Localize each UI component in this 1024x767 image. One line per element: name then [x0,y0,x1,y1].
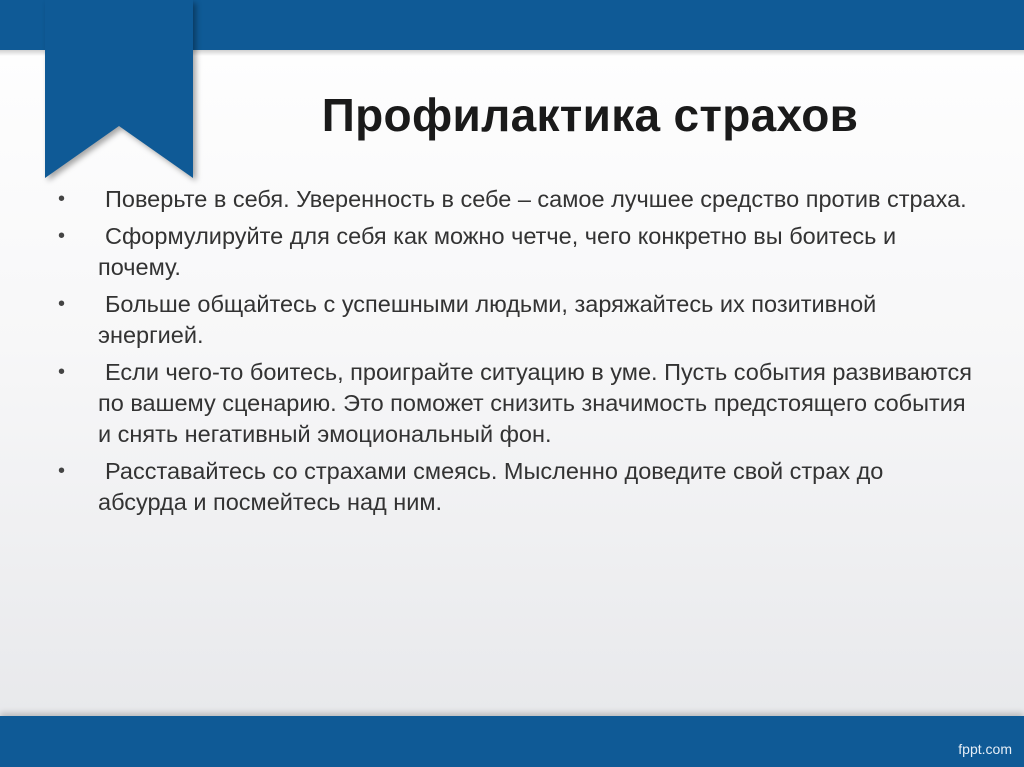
footer-brand-link[interactable]: fppt.com [958,741,1012,757]
bullet-text: Больше общайтесь с успешными людьми, заряжайтесь их позитивной энергией. [98,291,877,348]
bookmark-ribbon-icon [45,0,193,178]
list-item [58,221,978,283]
list-item [58,184,978,215]
bullet-text: Поверьте в себя. Уверенность в себе – самое лучшее средство против страха. [105,186,967,212]
bullet-icon: • [58,225,66,247]
slide-title: Профилактика страхов [321,89,859,141]
list-item [58,456,978,518]
bottom-footer-band [0,716,1024,767]
bullet-text: Если чего-то боитесь, проиграйте ситуацию в уме. Пусть события развиваются по вашему сценарию. Это поможет снизить значимость предстоящего события и снять негативный эмоциональный фон. [98,359,972,447]
list-item [58,357,978,450]
bullet-text: Сформулируйте для себя как можно четче, чего конкретно вы боитесь и почему. [98,223,897,280]
bullet-icon: • [58,293,66,315]
bullet-icon: • [58,460,66,482]
bullet-text: Расставайтесь со страхами смеясь. Мысленно доведите свой страх до абсурда и посмейтесь над ним. [98,458,884,515]
bullet-list [58,184,978,524]
bullet-icon: • [58,188,66,210]
list-item [58,289,978,351]
bullet-icon: • [58,361,66,383]
